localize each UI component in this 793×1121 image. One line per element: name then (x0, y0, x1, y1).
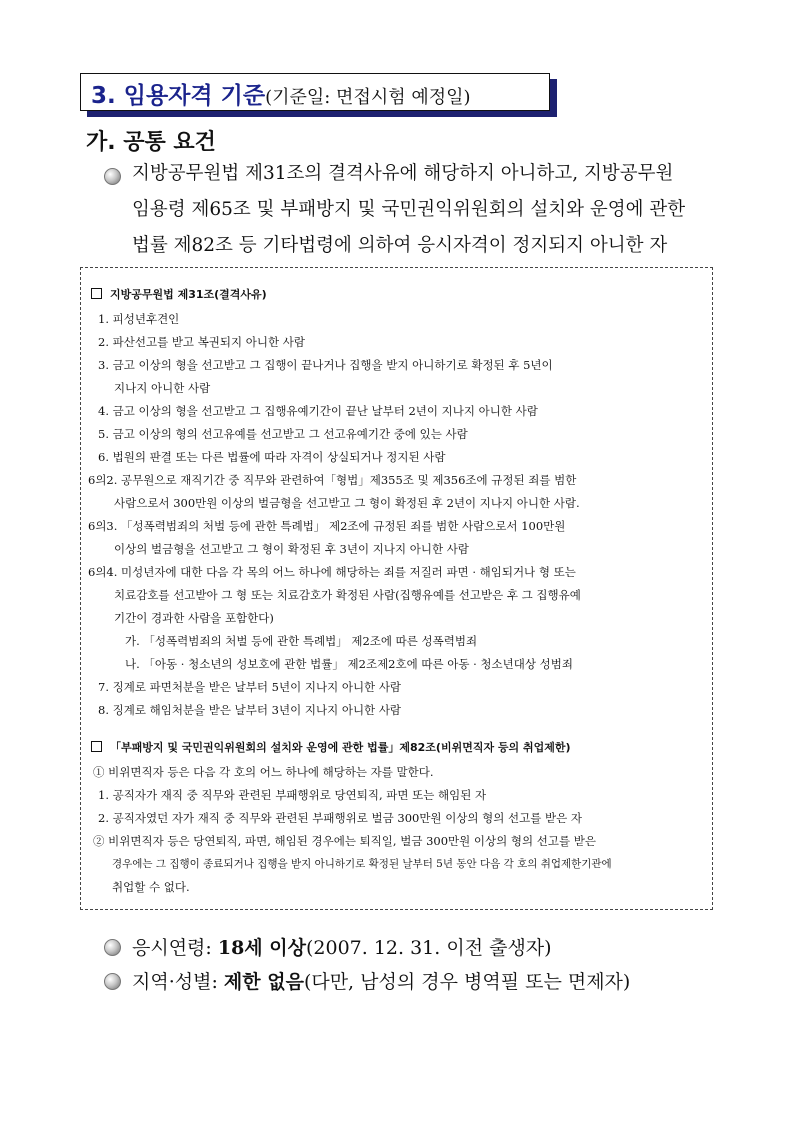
age-value: 18세 이상 (217, 937, 306, 959)
box2-item: 2. 공직자였던 자가 재직 중 직무와 관련된 부패행위로 벌금 300만원 이상의 형의 선고를 받은 자 (98, 811, 583, 825)
box1-item: 6의3. 「성폭력범죄의 처벌 등에 관한 특례법」 제2조에 규정된 죄를 범한 사람으로서 100만원 (88, 519, 566, 533)
box1-item: 8. 징계로 해임처분을 받은 날부터 3년이 지나지 아니한 사람 (98, 703, 402, 717)
age-label: 응시연령: (132, 937, 218, 959)
box1-item: 6. 법원의 판결 또는 다른 법률에 따라 자격이 상실되거나 정지된 사람 (98, 450, 446, 464)
law-excerpt-box (80, 267, 713, 910)
box1-item: 지나지 아니한 사람 (114, 381, 211, 395)
box2-title (91, 741, 571, 755)
box2-item: 취업할 수 없다. (112, 880, 190, 894)
box1-item: 기간이 경과한 사람을 포함한다) (114, 611, 274, 625)
box1-item: 사람으로서 300만원 이상의 벌금형을 선고받고 그 형이 확정된 후 2년이 지나지 아니한 사람. (114, 496, 580, 510)
box1-item: 나. 「아동 · 청소년의 성보호에 관한 법률」 제2조제2호에 따른 아동 · 청소년대상 성범죄 (125, 657, 573, 671)
box2-item: 1. 공직자가 재직 중 직무와 관련된 부패행위로 당연퇴직, 파면 또는 해임된 자 (98, 788, 487, 802)
main-requirement-text (132, 156, 685, 264)
region-value: 제한 없음 (223, 971, 304, 993)
main-line: 임용령 제65조 및 부패방지 및 국민권익위원회의 설치와 운영에 관한 (132, 199, 686, 220)
section-number-title: 3. 임용자격 기준 (91, 83, 266, 109)
main-line: 법률 제82조 등 기타법령에 의하여 응시자격이 정지되지 아니한 자 (132, 235, 668, 256)
box1-title (91, 288, 267, 302)
box1-item: 치료감호를 선고받아 그 형 또는 치료감호가 확정된 사람(집행유예를 선고받은 후 그 집행유예 (114, 588, 581, 602)
main-line: 지방공무원법 제31조의 결격사유에 해당하지 아니하고, 지방공무원 (132, 163, 674, 184)
subsection-title: 가. 공통 요건 (86, 130, 216, 155)
box1-item: 6의2. 공무원으로 재직기간 중 직무와 관련하여「형법」제355조 및 제356조에 규정된 죄를 범한 (88, 473, 577, 487)
box1-item: 6의4. 미성년자에 대한 다음 각 목의 어느 하나에 해당하는 죄를 저질러 파면 · 해임되거나 형 또는 (88, 565, 576, 579)
section-subtitle: (기준일: 면접시험 예정일) (265, 87, 471, 108)
bullet-icon (104, 939, 121, 956)
age-note: (2007. 12. 31. 이전 출생자) (305, 937, 552, 959)
box1-item: 2. 파산선고를 받고 복권되지 아니한 사람 (98, 335, 305, 349)
box2-item: 경우에는 그 집행이 종료되거나 집행을 받지 아니하기로 확정된 날부터 5년 동안 다음 각 호의 취업제한기관에 (112, 858, 612, 870)
box1-item: 7. 징계로 파면처분을 받은 날부터 5년이 지나지 아니한 사람 (98, 680, 402, 694)
box1-item: 이상의 벌금형을 선고받고 그 형이 확정된 후 3년이 지나지 아니한 사람 (114, 542, 469, 556)
box2-item: ① 비위면직자 등은 다음 각 호의 어느 하나에 해당하는 자를 말한다. (93, 765, 434, 779)
checkbox-icon (91, 288, 102, 299)
section-heading-box (80, 73, 550, 111)
box1-item: 5. 금고 이상의 형의 선고유예를 선고받고 그 선고유예기간 중에 있는 사람 (98, 427, 468, 441)
region-label: 지역·성별: (132, 971, 224, 993)
box2-title-text: 「부패방지 및 국민권익위원회의 설치와 운영에 관한 법률」제82조(비위면직자 등의 취업제한) (110, 741, 571, 754)
main-requirement (102, 156, 742, 266)
box2-item: ② 비위면직자 등은 당연퇴직, 파면, 해임된 경우에는 퇴직일, 벌금 300만원 이상의 형의 선고를 받은 (93, 834, 596, 848)
bullet-icon (104, 973, 121, 990)
region-note: (다만, 남성의 경우 병역필 또는 면제자) (303, 971, 631, 993)
box1-item: 가. 「성폭력범죄의 처벌 등에 관한 특례법」 제2조에 따른 성폭력범죄 (125, 634, 478, 648)
box1-title-text: 지방공무원법 제31조(결격사유) (110, 288, 267, 301)
box1-item: 4. 금고 이상의 형을 선고받고 그 집행유예기간이 끝난 날부터 2년이 지나지 아니한 사람 (98, 404, 538, 418)
box1-item: 3. 금고 이상의 형을 선고받고 그 집행이 끝나거나 집행을 받지 아니하기로 확정된 후 5년이 (98, 358, 553, 372)
checkbox-icon (91, 741, 102, 752)
section-heading (91, 77, 471, 110)
bullet-icon (104, 168, 121, 185)
box1-item: 1. 피성년후견인 (98, 312, 180, 326)
